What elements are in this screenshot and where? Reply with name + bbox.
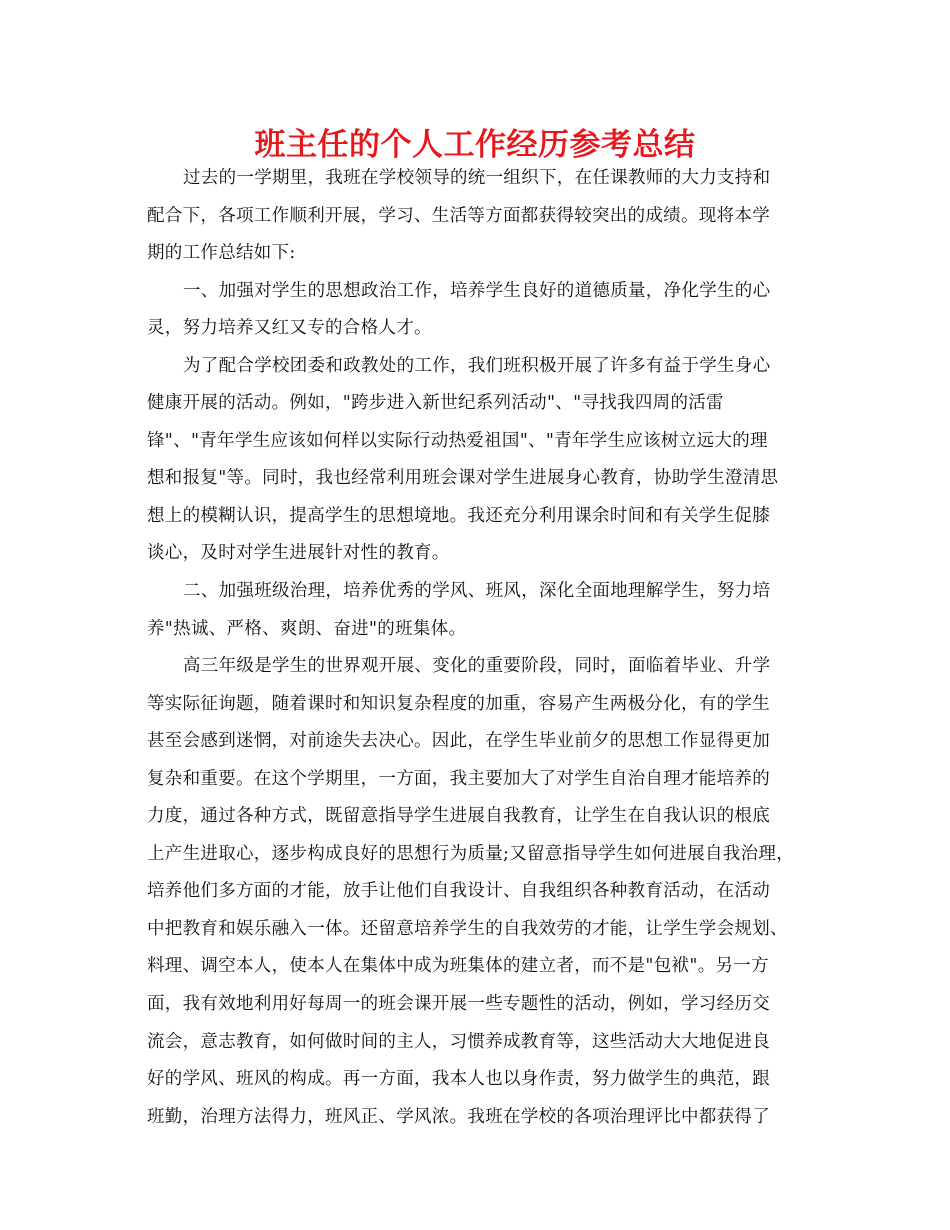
text-line: 培养他们多方面的才能，放手让他们自我设计、自我组织各种教育活动，在活动 bbox=[147, 881, 770, 902]
text-line: 谈心，及时对学生进展针对性的教育。 bbox=[147, 543, 450, 564]
text-line: 面，我有效地利用好每周一的班会课开展一些专题性的活动，例如，学习经历交 bbox=[147, 994, 770, 1015]
text-line: 上产生进取心，逐步构成良好的思想行为质量;又留意指导学生如何进展自我治理， bbox=[147, 843, 794, 864]
text-line: 想上的模糊认识，提高学生的思想境地。我还充分利用课余时间和有关学生促膝 bbox=[147, 505, 770, 526]
document-title: 班主任的个人工作经历参考总结 bbox=[254, 127, 696, 163]
text-line: 流会，意志教育，如何做时间的主人，习惯养成教育等，这些活动大大地促进良 bbox=[147, 1031, 770, 1052]
text-line: 甚至会感到迷惘，对前途失去决心。因此，在学生毕业前夕的思想工作显得更加 bbox=[147, 731, 770, 752]
text-line: 中把教育和娱乐融入一体。还留意培养学生的自我效劳的才能，让学生学会规划、 bbox=[147, 918, 788, 939]
text-line: 锋"、"青年学生应该如何样以实际行动热爱祖国"、"青年学生应该树立远大的理 bbox=[147, 430, 768, 451]
text-line: 灵，努力培养又红又专的合格人才。 bbox=[147, 318, 432, 339]
text-line: 配合下，各项工作顺利开展，学习、生活等方面都获得较突出的成绩。现将本学 bbox=[147, 205, 770, 226]
text-line: 为了配合学校团委和政教处的工作，我们班积极开展了许多有益于学生身心 bbox=[183, 355, 771, 376]
text-line: 一、加强对学生的思想政治工作，培养学生良好的道德质量，净化学生的心 bbox=[183, 280, 771, 301]
text-line: 料理、调空本人，使本人在集体中成为班集体的建立者，而不是"包袱"。另一方 bbox=[147, 956, 769, 977]
text-line: 养"热诚、严格、爽朗、奋进"的班集体。 bbox=[147, 618, 467, 639]
text-line: 复杂和重要。在这个学期里，一方面，我主要加大了对学生自治自理才能培养的 bbox=[147, 768, 770, 789]
document-body bbox=[147, 160, 823, 1136]
text-line: 二、加强班级治理，培养优秀的学风、班风，深化全面地理解学生，努力培 bbox=[183, 581, 771, 602]
text-line: 期的工作总结如下: bbox=[147, 243, 296, 264]
text-line: 等实际征询题，随着课时和知识复杂程度的加重，容易产生两极分化，有的学生 bbox=[147, 693, 770, 714]
text-line: 班勤，治理方法得力，班风正、学风浓。我班在学校的各项治理评比中都获得了 bbox=[147, 1106, 770, 1127]
text-line: 好的学风、班风的构成。再一方面，我本人也以身作责，努力做学生的典范，跟 bbox=[147, 1069, 770, 1090]
text-line: 力度，通过各种方式，既留意指导学生进展自我教育，让学生在自我认识的根底 bbox=[147, 806, 770, 827]
text-line: 过去的一学期里，我班在学校领导的统一组织下，在任课教师的大力支持和 bbox=[183, 168, 771, 188]
text-line: 想和报复"等。同时，我也经常利用班会课对学生进展身心教育，协助学生澄清思 bbox=[147, 468, 779, 489]
text-line: 高三年级是学生的世界观开展、变化的重要阶段，同时，面临着毕业、升学 bbox=[183, 656, 771, 677]
text-line: 健康开展的活动。例如，"跨步进入新世纪系列活动"、"寻找我四周的活雷 bbox=[147, 393, 724, 414]
